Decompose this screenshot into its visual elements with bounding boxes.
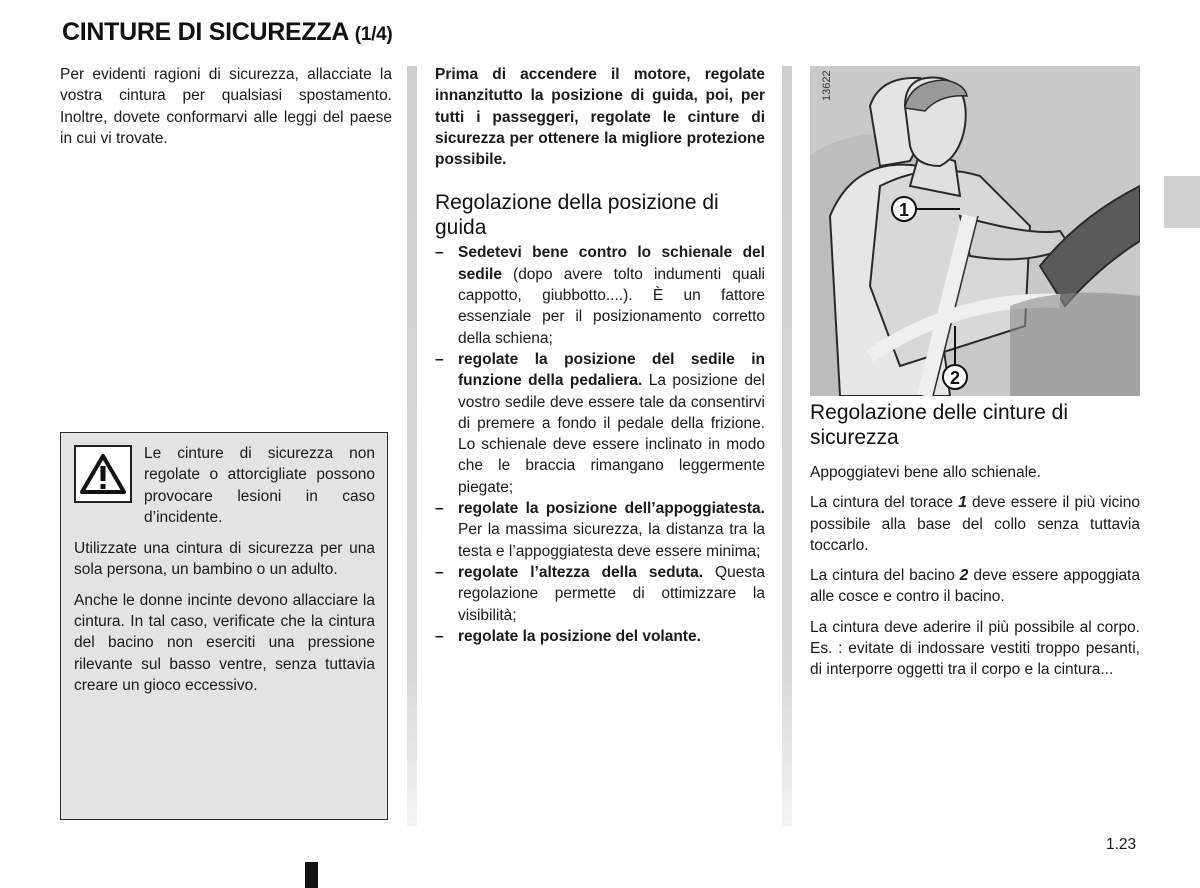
column-3-paragraph-4: La cintura deve aderire il più possibile al corpo. Es. : evitate di indossare vestiti troppo pesanti, di interporre oggetti tra il corpo e la cintura...: [810, 618, 1140, 679]
list-item: [435, 626, 765, 647]
list-item: [435, 242, 765, 348]
column-2-intro: Prima di accendere il motore, regolate innanzitutto la posizione di guida, poi, per tutti i passeggeri, regolate le cinture di sicurezza per ottenere la migliore protezione possibile.: [435, 66, 765, 169]
list-item-text: Per la massima sicurezza, la distanza tra la testa e l’appoggiatesta deve essere minima;: [458, 521, 765, 560]
list-item: [435, 562, 765, 626]
list-item: [435, 349, 765, 498]
list-item-text: (dopo avere tolto indumenti quali cappotto, giubbotto....). È un fattore essenziale per il posizionamento corretto della schiena;: [458, 265, 765, 347]
warning-box: [60, 432, 388, 820]
list-dash: –: [435, 244, 444, 262]
column-3-paragraph-3: [810, 565, 1140, 608]
driver-drawing: [810, 66, 1140, 396]
warning-paragraph-3: Anche le donne incinte devono allacciare la cintura. In tal caso, verificate che la cintura del bacino non eserciti una pressione rilevante sul basso ventre, senza tuttavia creare un gioco eccessivo.: [74, 591, 375, 694]
column-3-paragraph-1: Appoggiatevi bene allo schienale.: [810, 464, 1041, 481]
page-title-part: (1/4): [354, 24, 393, 45]
list-item-bold: regolate la posizione dell’appoggiatesta.: [458, 500, 765, 518]
page-title-text: CINTURE DI SICUREZZA: [62, 18, 349, 46]
column-3-paragraph-2: [810, 492, 1140, 556]
intro-paragraph: Per evidenti ragioni di sicurezza, allacciate la vostra cintura per qualsiasi spostamento. Inoltre, dovete conformarvi alle leggi del paese in cui vi trovate.: [60, 66, 392, 147]
section-heading-driving-position: Regolazione della posizione di guida: [435, 191, 719, 240]
footer-mark: [305, 862, 318, 888]
text-segment: deve essere il più vicino possibile alla base del collo senza tuttavia toccarlo.: [810, 494, 1140, 554]
driving-steps-list: [435, 242, 765, 647]
warning-paragraph-1: Le cinture di sicurezza non regolate o attorcigliate possono provocare lesioni in caso d’incidente.: [144, 445, 375, 526]
text-segment: La cintura del bacino: [810, 567, 960, 585]
section-heading-seatbelt-adjustment: Regolazione delle cinture di sicurezza: [810, 401, 1068, 449]
column-divider-1: [407, 66, 417, 826]
seatbelt-illustration: [810, 66, 1140, 396]
list-item-bold: regolate la posizione del volante.: [458, 627, 701, 645]
list-dash: –: [435, 627, 444, 645]
callout-2-label: 2: [949, 368, 961, 388]
text-segment: La cintura del torace: [810, 494, 959, 512]
reference-number-2: 2: [959, 567, 969, 585]
column-divider-2: [782, 66, 792, 826]
list-item-text: La posizione del vostro sedile deve essere tale da consentirvi di premere a fondo il pedale della frizione. Lo schienale deve essere inclinato in modo che le braccia rimangano leggermente piegate;: [458, 372, 765, 496]
warning-paragraph-2: Utilizzate una cintura di sicurezza per una sola persona, un bambino o un adulto.: [74, 540, 375, 579]
list-item-bold: Sedetevi bene contro lo schienale del sedile: [458, 244, 765, 283]
text-segment: deve essere appoggiata alle cosce e contro il bacino.: [810, 567, 1140, 606]
page-number: 1.23: [1106, 836, 1137, 853]
illustration-code: 13622: [821, 70, 833, 101]
list-dash: –: [435, 563, 444, 581]
list-item: [435, 498, 765, 562]
callout-1-label: 1: [898, 200, 910, 220]
warning-triangle-icon: [74, 445, 132, 503]
section-tab: [1164, 176, 1200, 228]
list-item-text: Questa regolazione permette di ottimizzare la visibilità;: [458, 563, 766, 624]
page-title: [62, 18, 392, 47]
list-item-bold: regolate l’altezza della seduta.: [458, 563, 704, 581]
list-dash: –: [435, 350, 444, 368]
column-3: [810, 400, 1140, 690]
column-2: [435, 64, 765, 647]
column-1: [60, 64, 392, 149]
list-dash: –: [435, 500, 444, 518]
reference-number-1: 1: [958, 494, 967, 512]
list-item-bold: regolate la posizione del sedile in funzione della pedaliera.: [458, 350, 765, 390]
